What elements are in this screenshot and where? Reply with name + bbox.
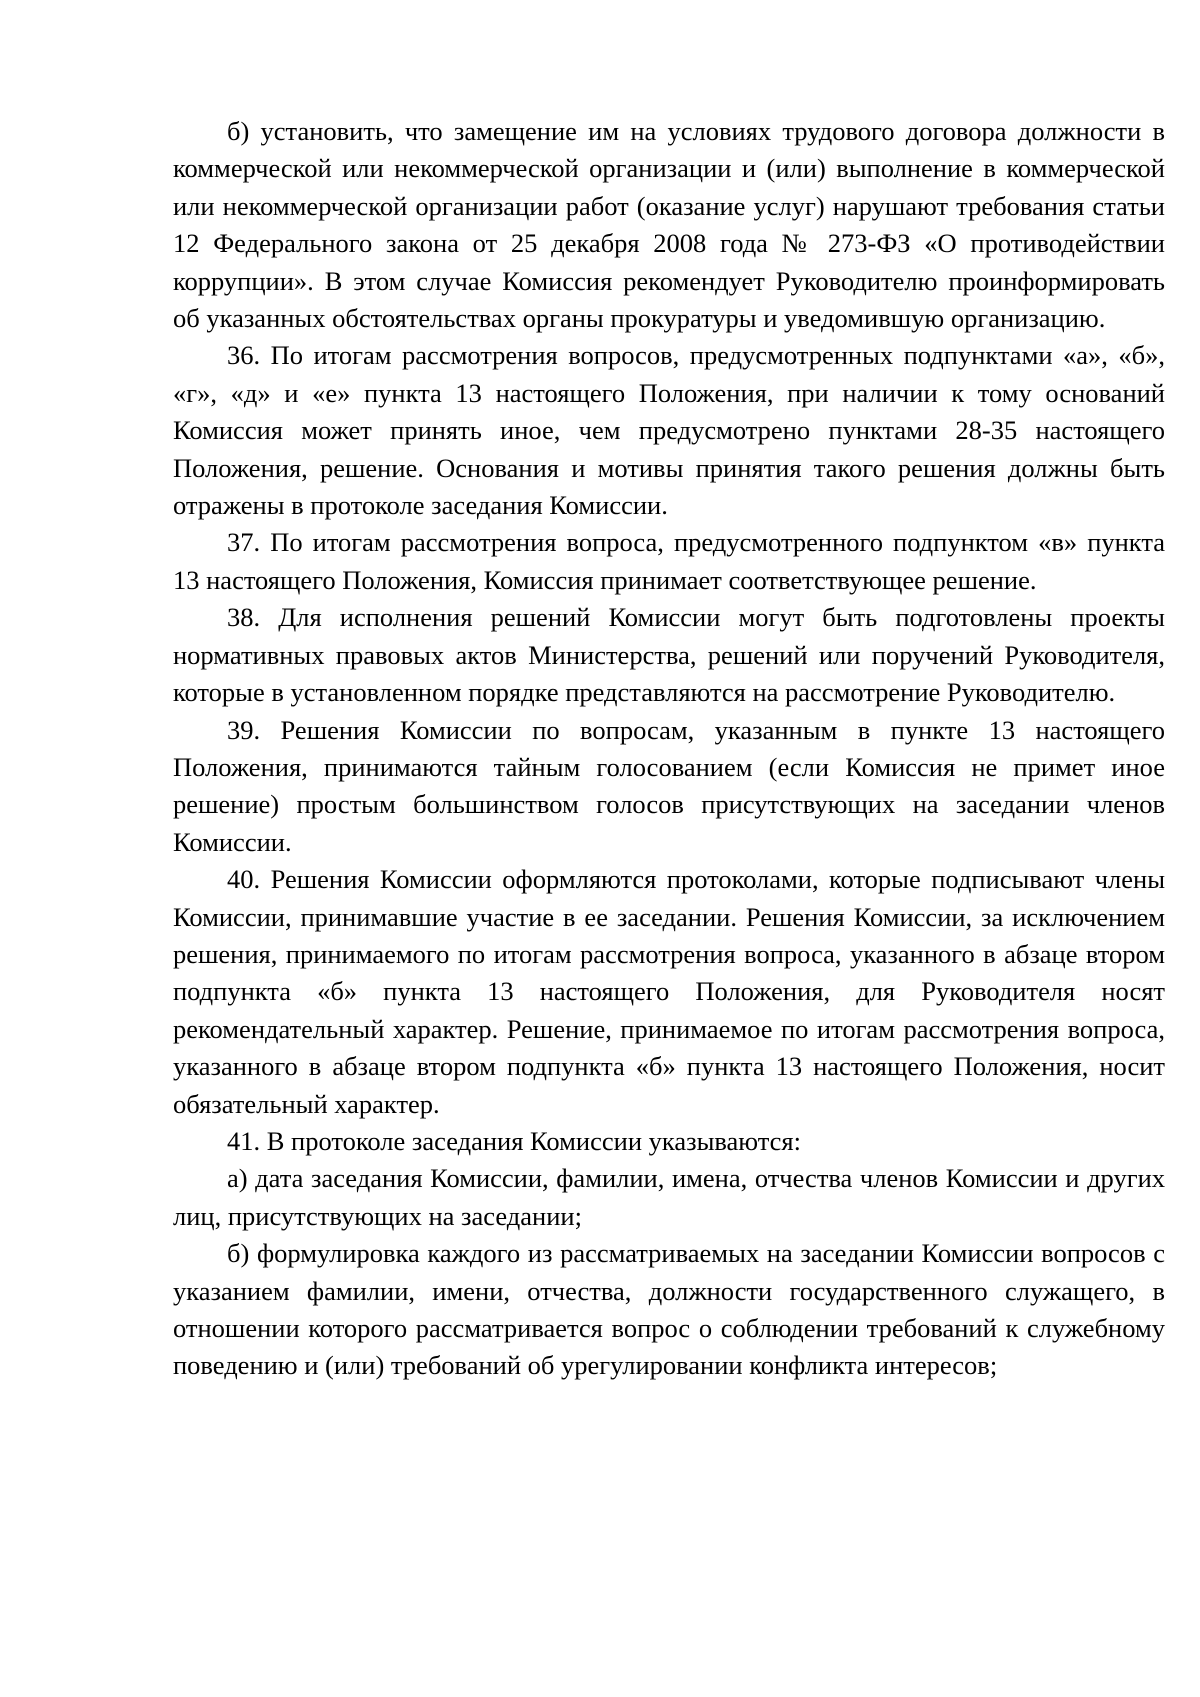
paragraph-41: 41. В протоколе заседания Комиссии указываются: [227, 1125, 801, 1156]
paragraph-38: 38. Для исполнения решений Комиссии могут быть подготовлены проекты нормативных правовых актов Министерства, решений или поручений Руководителя, которые в установленном порядке представляются на рассмотрение Руководителю. [173, 602, 1165, 708]
paragraph-37: 37. По итогам рассмотрения вопроса, предусмотренного подпунктом «в» пункта 13 настоящего Положения, Комиссия принимает соответствующее решение. [173, 527, 1165, 595]
paragraph-36: 36. По итогам рассмотрения вопросов, предусмотренных подпунктами «а», «б», «г», «д» и «е» пункта 13 настоящего Положения, при наличии к тому оснований Комиссия может принять иное, чем предусмотрено пунктами 28-35 настоящего Положения, решение. Основания и мотивы принятия такого решения должны быть отражены в протоколе заседания Комиссии. [173, 340, 1165, 521]
paragraph-41a: а) дата заседания Комиссии, фамилии, имена, отчества членов Комиссии и других лиц, присутствующих на заседании; [173, 1163, 1165, 1231]
paragraph-40: 40. Решения Комиссии оформляются протоколами, которые подписывают члены Комиссии, принимавшие участие в ее заседании. Решения Комиссии, за исключением решения, принимаемого по итогам рассмотрения вопроса, указанного в абзаце втором подпункта «б» пункта 13 настоящего Положения, для Руководителя носят рекомендательный характер. Решение, принимаемое по итогам рассмотрения вопроса, указанного в абзаце втором подпункта «б» пункта 13 настоящего Положения, носит обязательный характер. [173, 864, 1165, 1119]
paragraph-39: 39. Решения Комиссии по вопросам, указанным в пункте 13 настоящего Положения, принимаются тайным голосованием (если Комиссия не примет иное решение) простым большинством голосов присутствующих на заседании членов Комиссии. [173, 714, 1165, 857]
paragraph-41b: б) формулировка каждого из рассматриваемых на заседании Комиссии вопросов с указанием фамилии, имени, отчества, должности государственного служащего, в отношении которого рассматривается вопрос о соблюдении требований к служебному поведению и (или) требований об урегулировании конфликта интересов; [173, 1238, 1165, 1381]
paragraph-35b: б) установить, что замещение им на условиях трудового договора должности в коммерческой или некоммерческой организации и (или) выполнение в коммерческой или некоммерческой организации работ (оказание услуг) нарушают требования статьи 12 Федерального закона от 25 декабря 2008 года № 273-ФЗ «О противодействии коррупции». В этом случае Комиссия рекомендует Руководителю проинформировать об указанных обстоятельствах органы прокуратуры и уведомившую организацию. [173, 116, 1165, 334]
document-body [173, 113, 1165, 1385]
